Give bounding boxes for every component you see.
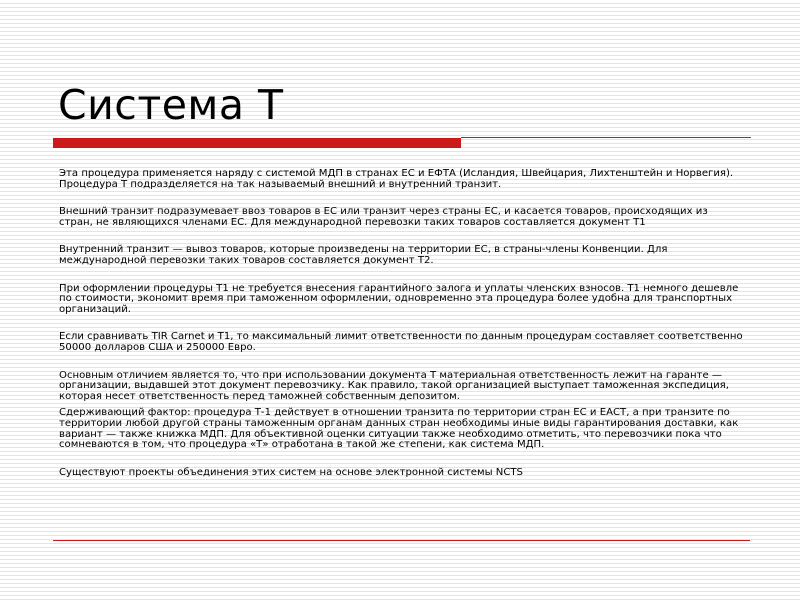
paragraph-1: Эта процедура применяется наряду с системой МДП в странах ЕС и ЕФТА (Исландия, Швейцария, Лихтенштейн и Норвегия). Процедура Т подразделяется на так называемый внешний и внутренний транзит. (59, 168, 734, 190)
paragraph-5: Если сравнивать TIR Carnet и Т1, то максимальный лимит ответственности по данным процедурам составляет соответственно 50000 долларов США и 250000 Евро. (59, 331, 743, 353)
paragraph-6: Основным отличием является то, что при использовании документа Т материальная ответственность лежит на гаранте — организации, выдавшей этот документ перевозчику. Как правило, такой организацией выступает таможенная экспедиция, которая несет ответственность перед таможней собственным депозитом. (59, 369, 729, 402)
slide-body (59, 169, 743, 495)
paragraph-3: Внутренний транзит — вывоз товаров, которые произведены на территории ЕС, в страны-члены Конвенции. Для международной перевозки таких товаров составляется документ Т2. (59, 244, 668, 266)
paragraph-4: При оформлении процедуры Т1 не требуется внесения гарантийного залога и уплаты членских взносов. Т1 немного дешевле по стоимости, экономит время при таможенном оформлении, одновременно эта процедура более удобна для транспортных организаций. (59, 282, 739, 315)
title-underline-thin (461, 137, 751, 138)
paragraph-7: Сдерживающий фактор: процедура Т-1 действует в отношении транзита по территории стран ЕС и ЕАСТ, а при транзите по территории любой другой страны таможенным органам данных стран необходимы иные виды гарантирования доставки, как вариант — также книжка МДП. Для объективной оценки ситуации также необходимо отметить, что перевозчики пока что сомневаются в том, что процедура «Т» отработана в такой же степени, как система МДП. (59, 407, 739, 451)
slide-title: Система Т (58, 81, 284, 129)
footer-rule (53, 540, 750, 541)
title-underline-thick (53, 138, 461, 148)
paragraph-8: Существуют проекты объединения этих систем на основе электронной системы NCTS (59, 466, 523, 478)
paragraph-2: Внешний транзит подразумевает ввоз товаров в ЕС или транзит через страны ЕС, и касается товаров, происходящих из стран, не являющихся членами ЕС. Для международной перевозки таких товаров составляется документ Т1 (59, 206, 708, 228)
